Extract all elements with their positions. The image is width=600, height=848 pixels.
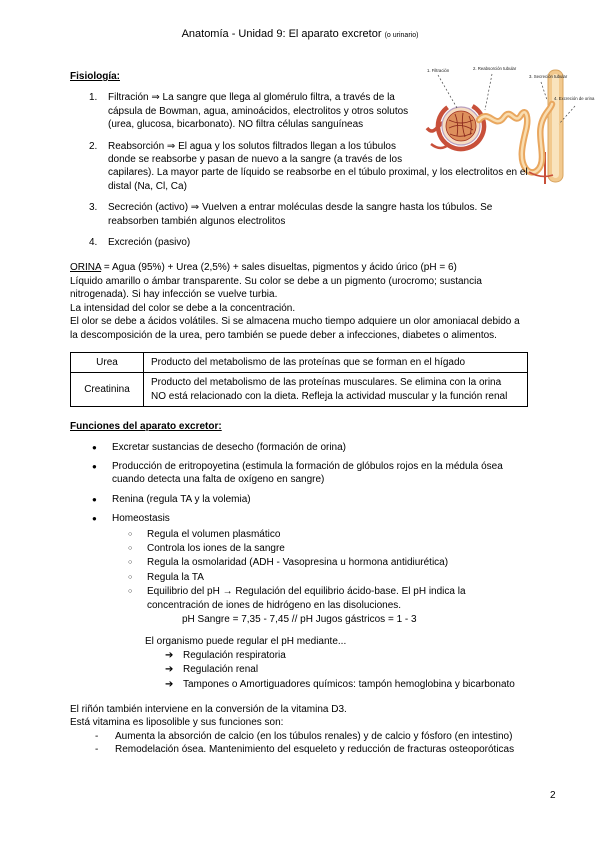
circle-bullet-icon: ○: [128, 530, 133, 538]
bullet-excretar: [92, 441, 530, 454]
arrow-text: Regulación respiratoria: [183, 649, 286, 661]
orina-smell-line: El olor se debe a ácidos volátiles. Si se almacena mucho tiempo adquiere un olor amoniacal debido a la descomposición de la urea, pero también se puede deber a infecciones, diabetes o alimentos.: [70, 316, 520, 341]
diagram-label-filtracion: 1. Filtración: [427, 68, 450, 73]
diagram-label-excrecion: 4. Excreción de orina: [554, 96, 595, 101]
subbullet-iones: [128, 542, 530, 555]
orina-color-line: Líquido amarillo o ámbar transparente. Su color se debe a un pigmento (urocromo; sustancia nitrogenada). Si hay infección se vuelve turbia.: [70, 275, 482, 301]
numbered-item-reabsorcion: [89, 140, 530, 194]
page-number: 2: [550, 790, 556, 801]
diagram-label-secrecion: 3. Secreción tubular: [529, 74, 568, 79]
vitamina-line-2: Está vitamina es liposolible y sus funciones son:: [70, 717, 284, 729]
list-number: 2.: [89, 140, 98, 152]
subbullet-ta: [128, 571, 530, 584]
table-cell-desc: [144, 373, 528, 407]
orina-definition-line: [70, 261, 530, 274]
bullet-text: Homeostasis: [112, 513, 170, 525]
table-cell-term: Urea: [71, 352, 144, 372]
subbullet-osmolaridad: [128, 556, 530, 569]
bullet-text: Excretar sustancias de desecho (formación de orina): [112, 441, 347, 453]
subbullet-text: Regula la osmolaridad (ADH - Vasopresina u hormona antidiurética): [147, 557, 449, 569]
subbullet-text: Regula el volumen plasmático: [147, 528, 281, 540]
bullet-renina: [92, 493, 530, 506]
dash-item-calcio: [95, 730, 530, 743]
bullet-icon: ●: [92, 494, 97, 504]
subbullet-equilibrio-ph: [128, 585, 530, 612]
dash-text: Remodelación ósea. Mantenimiento del esqueleto y reducción de fracturas osteoporóticas: [115, 744, 515, 756]
bullet-eritropoyetina: [92, 460, 530, 487]
arrow-icon: ➔: [165, 664, 174, 676]
bullet-icon: ●: [92, 514, 97, 524]
numbered-item-secrecion: [89, 201, 530, 228]
dash-text: Aumenta la absorción de calcio (en los túbulos renales) y de calcio y fósforo (en intestino): [115, 730, 513, 742]
arrow-item-respiratoria: [165, 649, 530, 662]
arrow-item-renal: [165, 663, 530, 676]
subbullet-volumen: [128, 528, 530, 541]
circle-bullet-icon: ○: [128, 573, 133, 581]
dash-item-remodelacion: [95, 743, 530, 756]
collecting-duct-lumen: [552, 74, 559, 178]
ph-regulation-intro: El organismo puede regular el pH mediante...: [145, 636, 347, 648]
list-text: Excreción (pasivo): [108, 237, 191, 249]
orina-definition: = Agua (95%) + Urea (2,5%) + sales disueltas, pigmentos y ácido úrico (pH = 6): [101, 262, 457, 274]
subbullet-text: Equilibrio del pH → Regulación del equilibrio ácido-base. El pH indica la concentración de iones de hidrógeno en las disoluciones.: [147, 586, 466, 611]
bullet-text: Renina (regula TA y la volemia): [112, 493, 251, 505]
circle-bullet-icon: ○: [128, 559, 133, 567]
circle-bullet-icon: ○: [128, 544, 133, 552]
table-cell-desc: Producto del metabolismo de las proteínas que se forman en el hígado: [144, 352, 528, 372]
leader-line: [541, 82, 547, 100]
arrow-icon: ➔: [165, 678, 174, 690]
bullet-homeostasis: [92, 512, 530, 525]
vitamina-line-1: El riñón también interviene en la conversión de la vitamina D3.: [70, 704, 347, 716]
arrow-text: Regulación renal: [183, 664, 259, 676]
list-number: 4.: [89, 237, 98, 249]
dash-icon: -: [95, 730, 99, 742]
title-text: Anatomía - Unidad 9: El aparato excretor: [181, 28, 382, 40]
desc-line-2: NO está relacionado con la dieta. Refleja la actividad muscular y la función renal: [151, 390, 508, 402]
orina-intensity-line: La intensidad del color se debe a la concentración.: [70, 302, 296, 314]
page-title: [70, 28, 530, 42]
desc-line-1: Producto del metabolismo de las proteínas musculares. Se elimina con la orina: [151, 377, 502, 389]
table-row-urea: [71, 352, 528, 372]
subbullet-text: Regula la TA: [147, 571, 204, 583]
diagram-label-reabsorcion: 2. Reabsorción tubular: [473, 66, 517, 71]
list-text: Secreción (activo) ⇒ Vuelven a entrar moléculas desde la sangre hasta los túbulos. Se reabsorben también algunos electrolitos: [108, 202, 493, 227]
circle-bullet-icon: ○: [128, 588, 133, 596]
bullet-icon: ●: [92, 461, 97, 471]
table-cell-term: Creatinina: [71, 373, 144, 407]
orina-paragraph: [70, 261, 530, 341]
list-number: 3.: [89, 202, 98, 214]
bullet-icon: ●: [92, 442, 97, 452]
orina-term: ORINA: [70, 262, 102, 274]
list-text: Reabsorción ⇒ El agua y los solutos filtrados llegan a los túbulos donde se reabsorbe y pasan de nuevo a la sangre (a través de los capilares). La mayor parte de líquido se reabsorbe en el túbulo proximal, y los electrolitos en el distal (Na, Cl, Ca): [108, 140, 528, 192]
list-text: Filtración ⇒ La sangre que llega al glomérulo filtra, a través de la cápsula de Bowman, agua, aminoácidos, electrolitos y otros solutos (urea, glucosa, bicarbonato). NO filtra células sanguíneas: [108, 92, 409, 131]
ph-values-line: pH Sangre = 7,35 - 7,45 // pH Jugos gástricos = 1 - 3: [182, 614, 417, 625]
heading-funciones: Funciones del aparato excretor:: [70, 421, 222, 433]
numbered-item-filtracion: [89, 91, 530, 131]
arrow-text: Tampones o Amortiguadores químicos: tampón hemoglobina y bicarbonato: [183, 678, 515, 690]
bullet-text: Producción de eritropoyetina (estimula la formación de glóbulos rojos en la médula ósea cuando detecta una falta de oxígeno en sangre): [112, 460, 503, 486]
dash-icon: -: [95, 744, 99, 756]
heading-fisiologia: Fisiología:: [70, 71, 120, 82]
arrow-icon: ➔: [165, 649, 174, 661]
arrow-item-tampones: [165, 678, 530, 691]
orina-components-table: [70, 352, 528, 407]
vitamina-paragraph: [70, 703, 530, 730]
list-number: 1.: [89, 92, 98, 104]
title-suffix: (o urinario): [384, 32, 419, 39]
numbered-item-excrecion: [89, 236, 530, 249]
table-row-creatinina: [71, 373, 528, 407]
subbullet-text: Controla los iones de la sangre: [147, 542, 285, 554]
